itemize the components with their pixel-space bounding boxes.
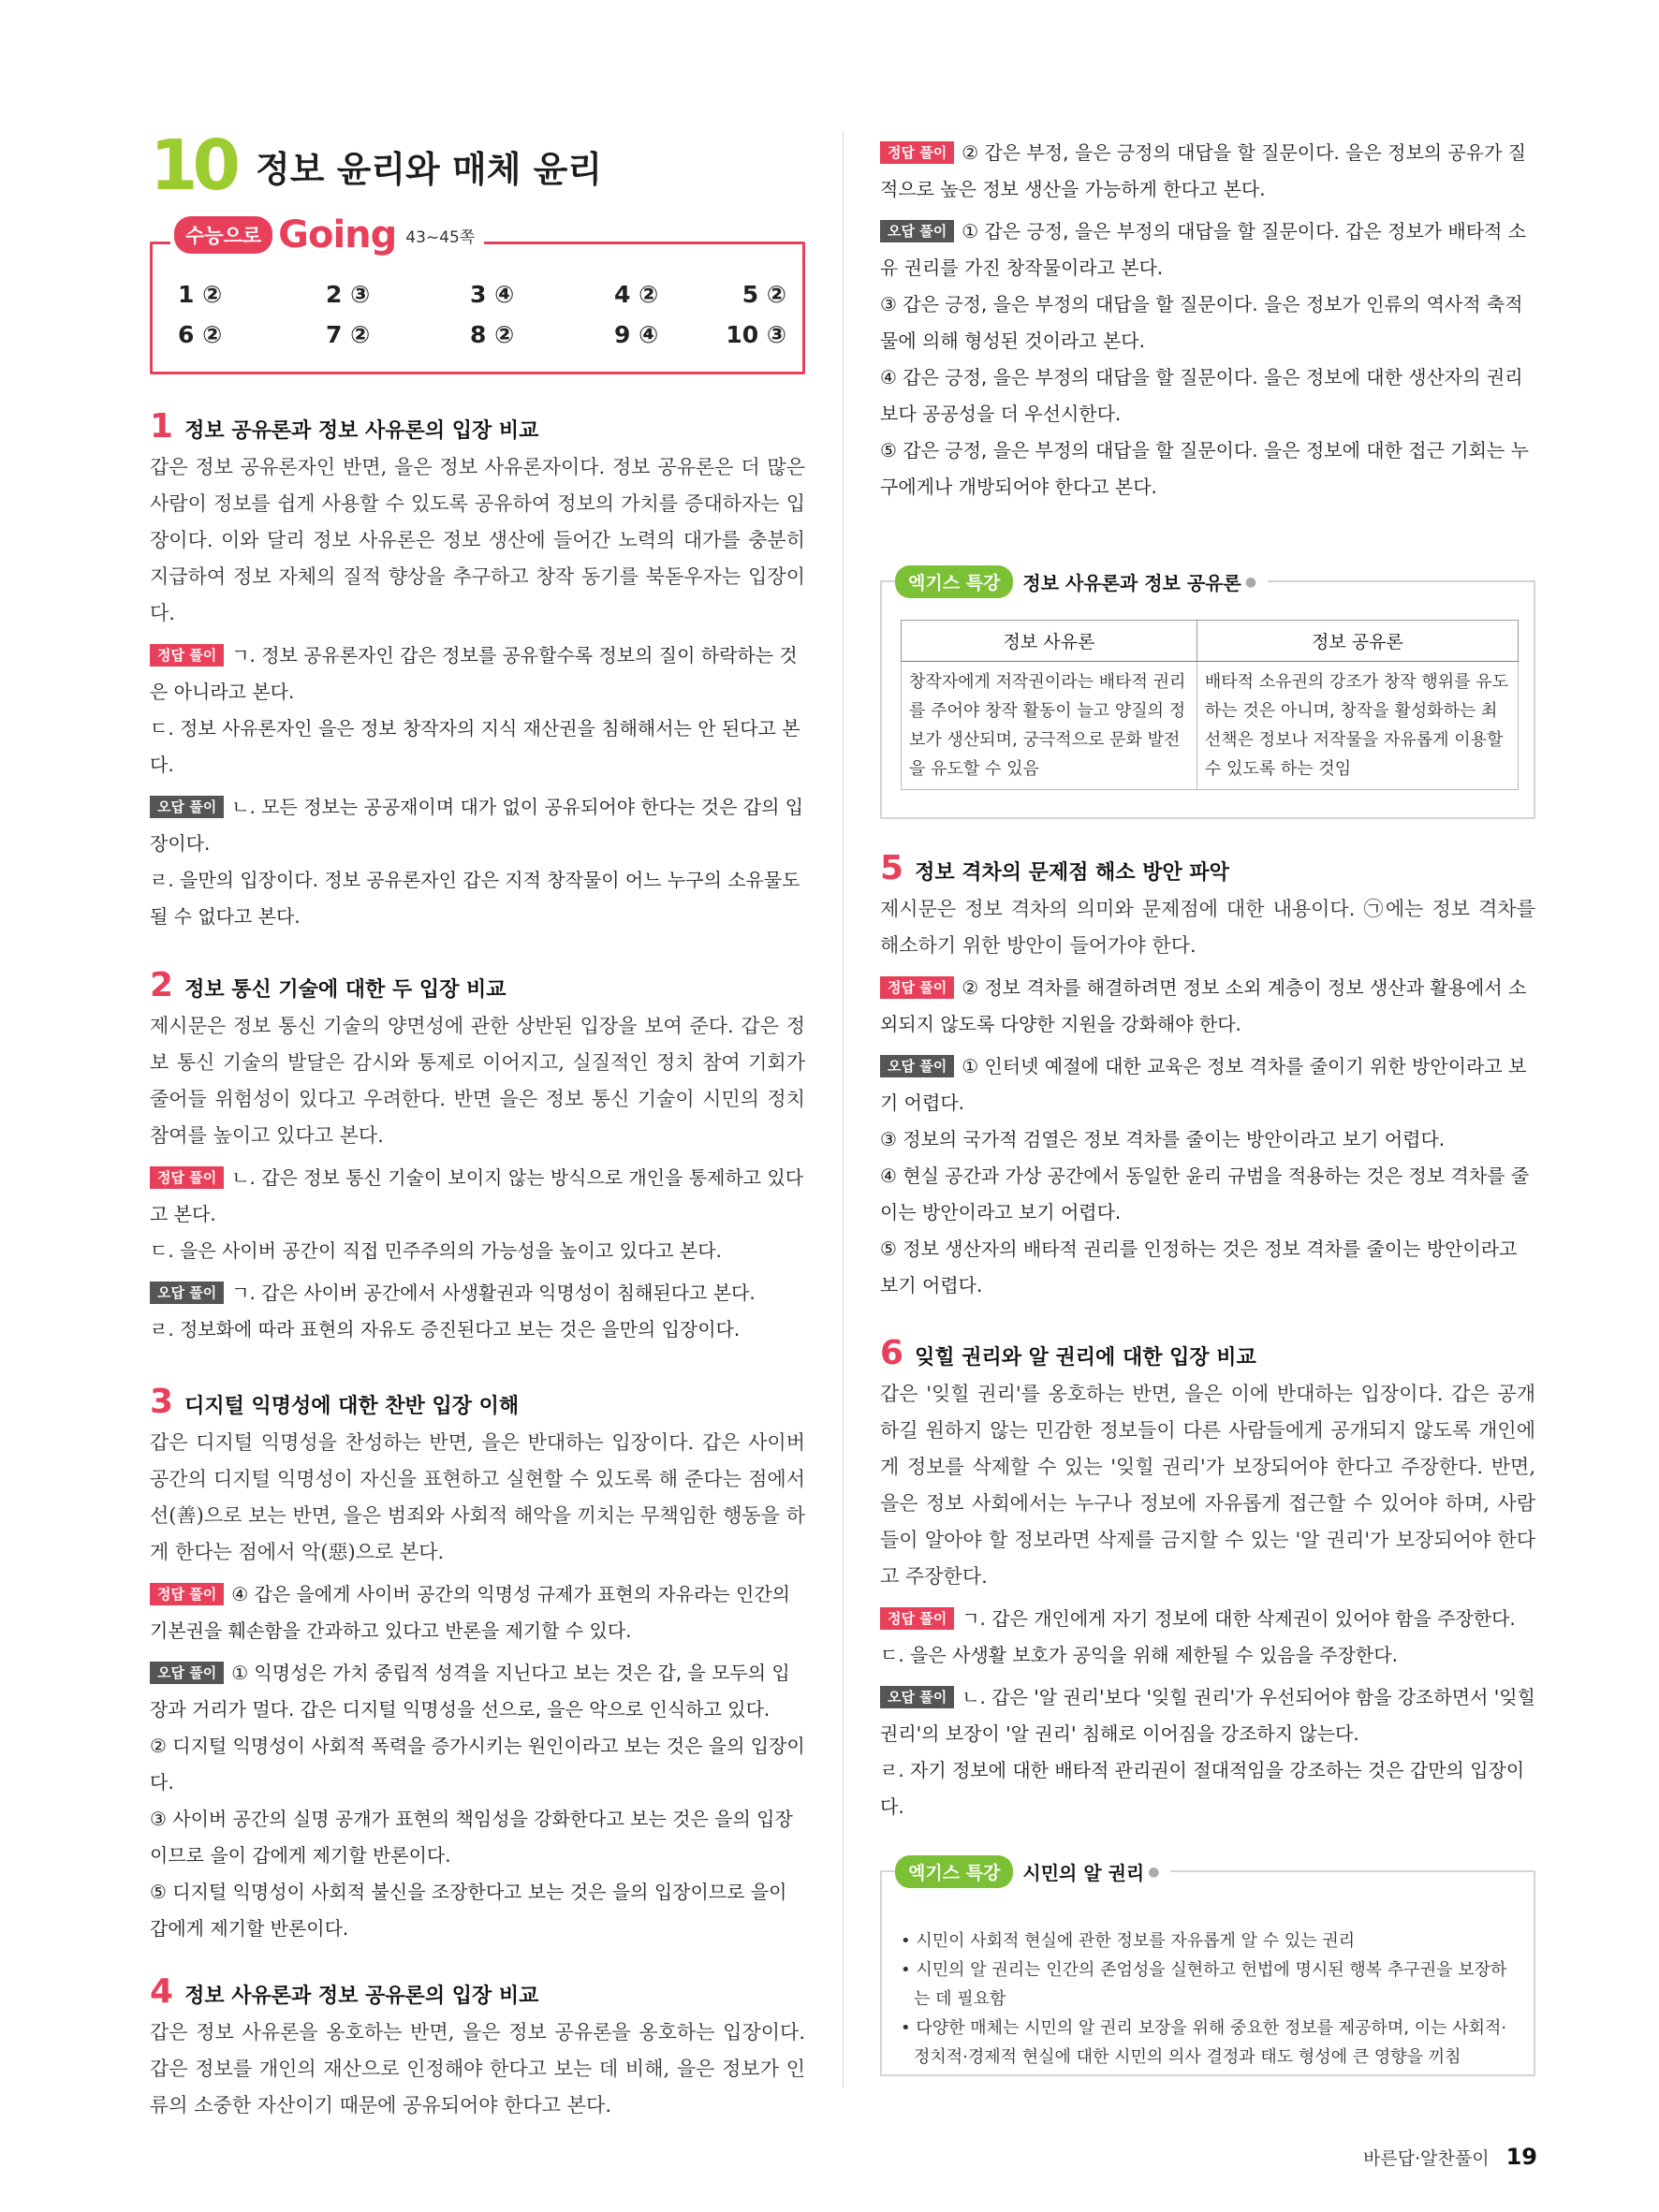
section-6 [880,1334,1535,1825]
going-tag [170,213,484,256]
section-3 [150,1385,805,1947]
answer-item: 1 ② [178,281,223,308]
answer-item: 10 ③ [726,321,786,348]
section-title: 정보 격차의 문제점 해소 방안 파악 [915,861,1229,885]
answer-grid [178,281,786,348]
correct-explanation [150,1160,805,1233]
answer-item: 4 ② [614,281,659,308]
answer-item: 5 ② [741,281,786,308]
dot-icon: ● [1148,1864,1160,1880]
explanation-line: ㄷ. 을은 사이버 공간이 직접 민주주의의 가능성을 높이고 있다고 본다. [150,1239,722,1262]
correct-badge: 정답 풀이 [150,1166,224,1189]
wrong-badge: 오답 풀이 [150,796,224,818]
section-number: 3 [150,1383,174,1421]
section-body: 갑은 디지털 익명성을 찬성하는 반면, 을은 반대하는 입장이다. 갑은 사이버 공간의 디지털 익명성이 자신을 표현하고 실현할 수 있도록 해 준다는 점에서 선(善)으로 보는 반면, 을은 범죄와 사회적 해악을 끼치는 무책임한 행동을 하게 한다는 점에서 악(惡)으로 본다. [150,1431,805,1563]
section-title: 디지털 익명성에 대한 찬반 입장 이해 [184,1395,520,1418]
correct-explanation [150,1576,805,1649]
footer-label: 바른답·알찬풀이 [1363,2148,1490,2169]
extra-title: 시민의 알 권리 [1022,1862,1145,1884]
extra-tag [895,565,1268,598]
explanation-text: ㄱ. 갑은 사이버 공간에서 사생활권과 익명성이 침해된다고 본다. [231,1282,756,1304]
extra-pill: 엑기스 특강 [895,565,1013,598]
section-heading [880,1334,1535,1372]
explanation-line: ㄹ. 정보화에 따라 표현의 자유도 증진된다고 보는 것은 을만의 입장이다. [150,1318,741,1340]
explanation-text: ② 정보 격차를 해결하려면 정보 소외 계층이 정보 생산과 활용에서 소외되지 않도록 다양한 지원을 강화해야 한다. [880,976,1527,1035]
wrong-explanation [880,1048,1535,1121]
explanation-line: ⑤ 디지털 익명성이 사회적 불신을 조장한다고 보는 것은 을의 입장이므로 을이 갑에게 제기할 반론이다. [150,1881,787,1940]
explanation-line: ㄷ. 을은 사생활 보호가 공익을 위해 제한될 수 있음을 주장한다. [880,1644,1398,1666]
section-5 [880,849,1535,1304]
wrong-badge: 오답 풀이 [150,1282,224,1304]
wrong-badge: 오답 풀이 [150,1662,224,1684]
explanation-text: ㄴ. 갑은 '알 권리'보다 '잊힐 권리'가 우선되어야 함을 강조하면서 '잊힐 권리'의 보장이 '알 권리' 침해로 이어짐을 강조하지 않는다. [880,1686,1535,1745]
explanation-line: ② 디지털 익명성이 사회적 폭력을 증가시키는 원인이라고 보는 것은 을의 입장이다. [150,1735,805,1794]
table-header-row [902,621,1519,662]
section-body: 갑은 '잊힐 권리'를 옹호하는 반면, 을은 이에 반대하는 입장이다. 갑은 공개하길 원하지 않는 민감한 정보들이 다른 사람들에게 공개되지 않도록 개인에게 정보를 삭제할 수 있는 '잊힐 권리'가 보장되어야 한다고 주장한다. 반면, 을은 정보 사회에서는 누구나 정보에 자유롭게 접근할 수 있어야 하며, 사람들이 알아야 할 정보라면 삭제를 금지할 수 있는 '알 권리'가 보장되어야 한다고 주장한다. [880,1383,1535,1588]
correct-explanation [880,1601,1535,1637]
list-item: • 시민의 알 권리는 인간의 존엄성을 실현하고 헌법에 명시된 행복 추구권을 보장하는 데 필요함 [901,1960,1507,2009]
explanation-line: ⑤ 갑은 긍정, 을은 부정의 대답을 할 질문이다. 을은 정보에 대한 접근 기회는 누구에게나 개방되어야 한다고 본다. [880,439,1529,498]
explanation-line: ④ 현실 공간과 가상 공간에서 동일한 윤리 규범을 적용하는 것은 정보 격차를 줄이는 방안이라고 보기 어렵다. [880,1165,1530,1223]
column-divider [843,131,844,2087]
comparison-table [901,620,1519,790]
explanation-line: ㄹ. 자기 정보에 대한 배타적 관리권이 절대적임을 강조하는 것은 갑만의 입장이다. [880,1759,1525,1818]
answer-item: 8 ② [470,321,515,348]
wrong-explanation [880,213,1535,286]
section-body: 갑은 정보 사유론을 옹호하는 반면, 을은 정보 공유론을 옹호하는 입장이다. 갑은 정보를 개인의 재산으로 인정해야 한다고 보는 데 비해, 을은 정보가 인류의 소중한 자산이기 때문에 공유되어야 한다고 본다. [150,2021,805,2117]
section-heading [880,849,1535,887]
page-number: 19 [1505,2144,1537,2170]
correct-badge: 정답 풀이 [150,644,224,667]
wrong-badge: 오답 풀이 [880,220,954,242]
section-heading [150,1385,805,1419]
section-heading [150,1972,805,2011]
correct-badge: 정답 풀이 [880,141,954,164]
answer-item: 7 ② [326,321,371,348]
explanation-text: ㄱ. 갑은 개인에게 자기 정보에 대한 삭제권이 있어야 함을 주장한다. [962,1607,1516,1630]
table-header: 정보 사유론 [902,621,1197,662]
correct-explanation [880,135,1535,208]
table-row [902,662,1519,790]
answer-item: 6 ② [178,321,223,348]
section-heading [150,407,805,446]
section-body: 제시문은 정보 격차의 의미와 문제점에 대한 내용이다. ㉠에는 정보 격차를 해소하기 위한 방안이 들어가야 한다. [880,898,1535,957]
explanation-text: ㄴ. 갑은 정보 통신 기술이 보이지 않는 방식으로 개인을 통제하고 있다고 본다. [150,1166,804,1225]
wrong-explanation [150,789,805,862]
explanation-line: ㄹ. 을만의 입장이다. 정보 공유론자인 갑은 지적 창작물이 어느 누구의 소유물도 될 수 없다고 본다. [150,869,800,928]
section-4-continued [880,129,1535,505]
section-number: 4 [150,1972,174,2011]
section-number: 5 [880,849,904,887]
chapter-number: 10 [150,125,235,206]
extra-list [901,1926,1509,2072]
section-4 [150,1972,805,2117]
wrong-explanation [150,1655,805,1728]
page-footer [1363,2144,1537,2170]
section-title: 정보 사유론과 정보 공유론의 입장 비교 [184,1985,539,2008]
correct-explanation [880,970,1535,1043]
wrong-explanation [150,1275,805,1311]
explanation-text: ② 갑은 부정, 을은 긍정의 대답을 할 질문이다. 을은 정보의 공유가 질적으로 높은 정보 생산을 가능하게 한다고 본다. [880,141,1527,200]
explanation-text: ① 익명성은 가치 중립적 성격을 지닌다고 보는 것은 갑, 을 모두의 입장과 거리가 멀다. 갑은 디지털 익명성을 선으로, 을은 악으로 인식하고 있다. [150,1662,790,1721]
wrong-badge: 오답 풀이 [880,1686,954,1708]
answer-item: 9 ④ [614,321,659,348]
explanation-text: ① 인터넷 예절에 대한 교육은 정보 격차를 줄이기 위한 방안이라고 보기 어렵다. [880,1055,1527,1114]
list-item: • 시민이 사회적 현실에 관한 정보를 자유롭게 알 수 있는 권리 [901,1931,1356,1951]
explanation-line: ⑤ 정보 생산자의 배타적 권리를 인정하는 것은 정보 격차를 줄이는 방안이라고 보기 어렵다. [880,1238,1518,1296]
answer-item: 2 ③ [326,281,371,308]
section-2 [150,966,805,1348]
correct-badge: 정답 풀이 [880,976,954,999]
explanation-text: ㄱ. 정보 공유론자인 갑은 정보를 공유할수록 정보의 질이 하락하는 것은 아니라고 본다. [150,644,798,703]
table-cell: 배타적 소유권의 강조가 창작 행위를 유도하는 것은 아니며, 창작을 활성화하는 최선책은 정보나 저작물을 자유롭게 이용할 수 있도록 하는 것임 [1197,662,1518,790]
answer-item: 3 ④ [470,281,515,308]
chapter-title: 정보 윤리와 매체 윤리 [255,148,603,190]
section-body: 제시문은 정보 통신 기술의 양면성에 관한 상반된 입장을 보여 준다. 갑은 정보 통신 기술의 발달은 감시와 통제로 이어지고, 실질적인 정치 참여 기회가 줄어들 위험성이 있다고 우려한다. 반면 을은 정보 통신 기술이 시민의 정치 참여를 높이고 있다고 본다. [150,1015,805,1147]
section-title: 정보 통신 기술에 대한 두 입장 비교 [184,978,507,1002]
section-body: 갑은 정보 공유론자인 반면, 을은 정보 사유론자이다. 정보 공유론은 더 많은 사람이 정보를 쉽게 사용할 수 있도록 공유하여 정보의 가치를 증대하자는 입장이다. 이와 달리 정보 사유론은 정보 생산에 들어간 노력의 대가를 충분히 지급하여 정보 자체의 질적 향상을 추구하고 창작 동기를 북돋우자는 입장이다. [150,456,805,624]
explanation-text: ㄴ. 모든 정보는 공공재이며 대가 없이 공유되어야 한다는 것은 갑의 입장이다. [150,796,804,855]
explanation-line: ③ 정보의 국가적 검열은 정보 격차를 줄이는 방안이라고 보기 어렵다. [880,1128,1446,1150]
section-title: 잊힐 권리와 알 권리에 대한 입장 비교 [915,1346,1256,1370]
explanation-line: ④ 갑은 긍정, 을은 부정의 대답을 할 질문이다. 을은 정보에 대한 생산자의 권리보다 공공성을 더 우선시한다. [880,366,1523,425]
section-number: 2 [150,966,174,1004]
table-header: 정보 공유론 [1197,621,1518,662]
correct-explanation [150,637,805,710]
extra-pill: 엑기스 특강 [895,1855,1013,1888]
explanation-line: ③ 사이버 공간의 실명 공개가 표현의 책임성을 강화한다고 보는 것은 을의 입장이므로 을이 갑에게 제기할 반론이다. [150,1808,793,1867]
wrong-explanation [880,1679,1535,1752]
list-item: • 다양한 매체는 시민의 알 권리 보장을 위해 중요한 정보를 제공하며, 이는 사회적·정치적·경제적 현실에 대한 시민의 의사 결정과 태도 형성에 큰 영향을 끼침 [901,2018,1507,2067]
extra-title: 정보 사유론과 정보 공유론 [1022,572,1241,594]
section-1 [150,407,805,935]
section-number: 6 [880,1334,904,1372]
correct-badge: 정답 풀이 [880,1607,954,1630]
explanation-line: ③ 갑은 긍정, 을은 부정의 대답을 할 질문이다. 을은 정보가 인류의 역사적 축적물에 의해 형성된 것이라고 본다. [880,293,1523,352]
dot-icon: ● [1244,574,1257,590]
section-number: 1 [150,407,174,446]
going-pages: 43~45쪽 [405,227,476,247]
explanation-line: ㄷ. 정보 사유론자인 을은 정보 창작자의 지식 재산권을 침해해서는 안 된다고 본다. [150,717,800,776]
explanation-text: ① 갑은 긍정, 을은 부정의 대답을 할 질문이다. 갑은 정보가 배타적 소유 권리를 가진 창작물이라고 본다. [880,220,1527,279]
section-heading [150,966,805,1004]
chapter-header [150,125,603,206]
wrong-badge: 오답 풀이 [880,1055,954,1077]
going-pill: 수능으로 [174,216,272,254]
correct-badge: 정답 풀이 [150,1583,224,1605]
extra-box-right-to-know [880,1870,1535,2076]
table-cell: 창작자에게 저작권이라는 배타적 권리를 주어야 창작 활동이 늘고 양질의 정보가 생산되며, 궁극적으로 문화 발전을 유도할 수 있음 [902,662,1197,790]
explanation-text: ④ 갑은 을에게 사이버 공간의 익명성 규제가 표현의 자유라는 인간의 기본권을 훼손함을 간과하고 있다고 반론을 제기할 수 있다. [150,1583,790,1642]
extra-box-info-ownership [880,580,1535,819]
extra-tag [895,1855,1170,1888]
going-word: Going [278,213,397,256]
section-title: 정보 공유론과 정보 사유론의 입장 비교 [184,419,539,443]
